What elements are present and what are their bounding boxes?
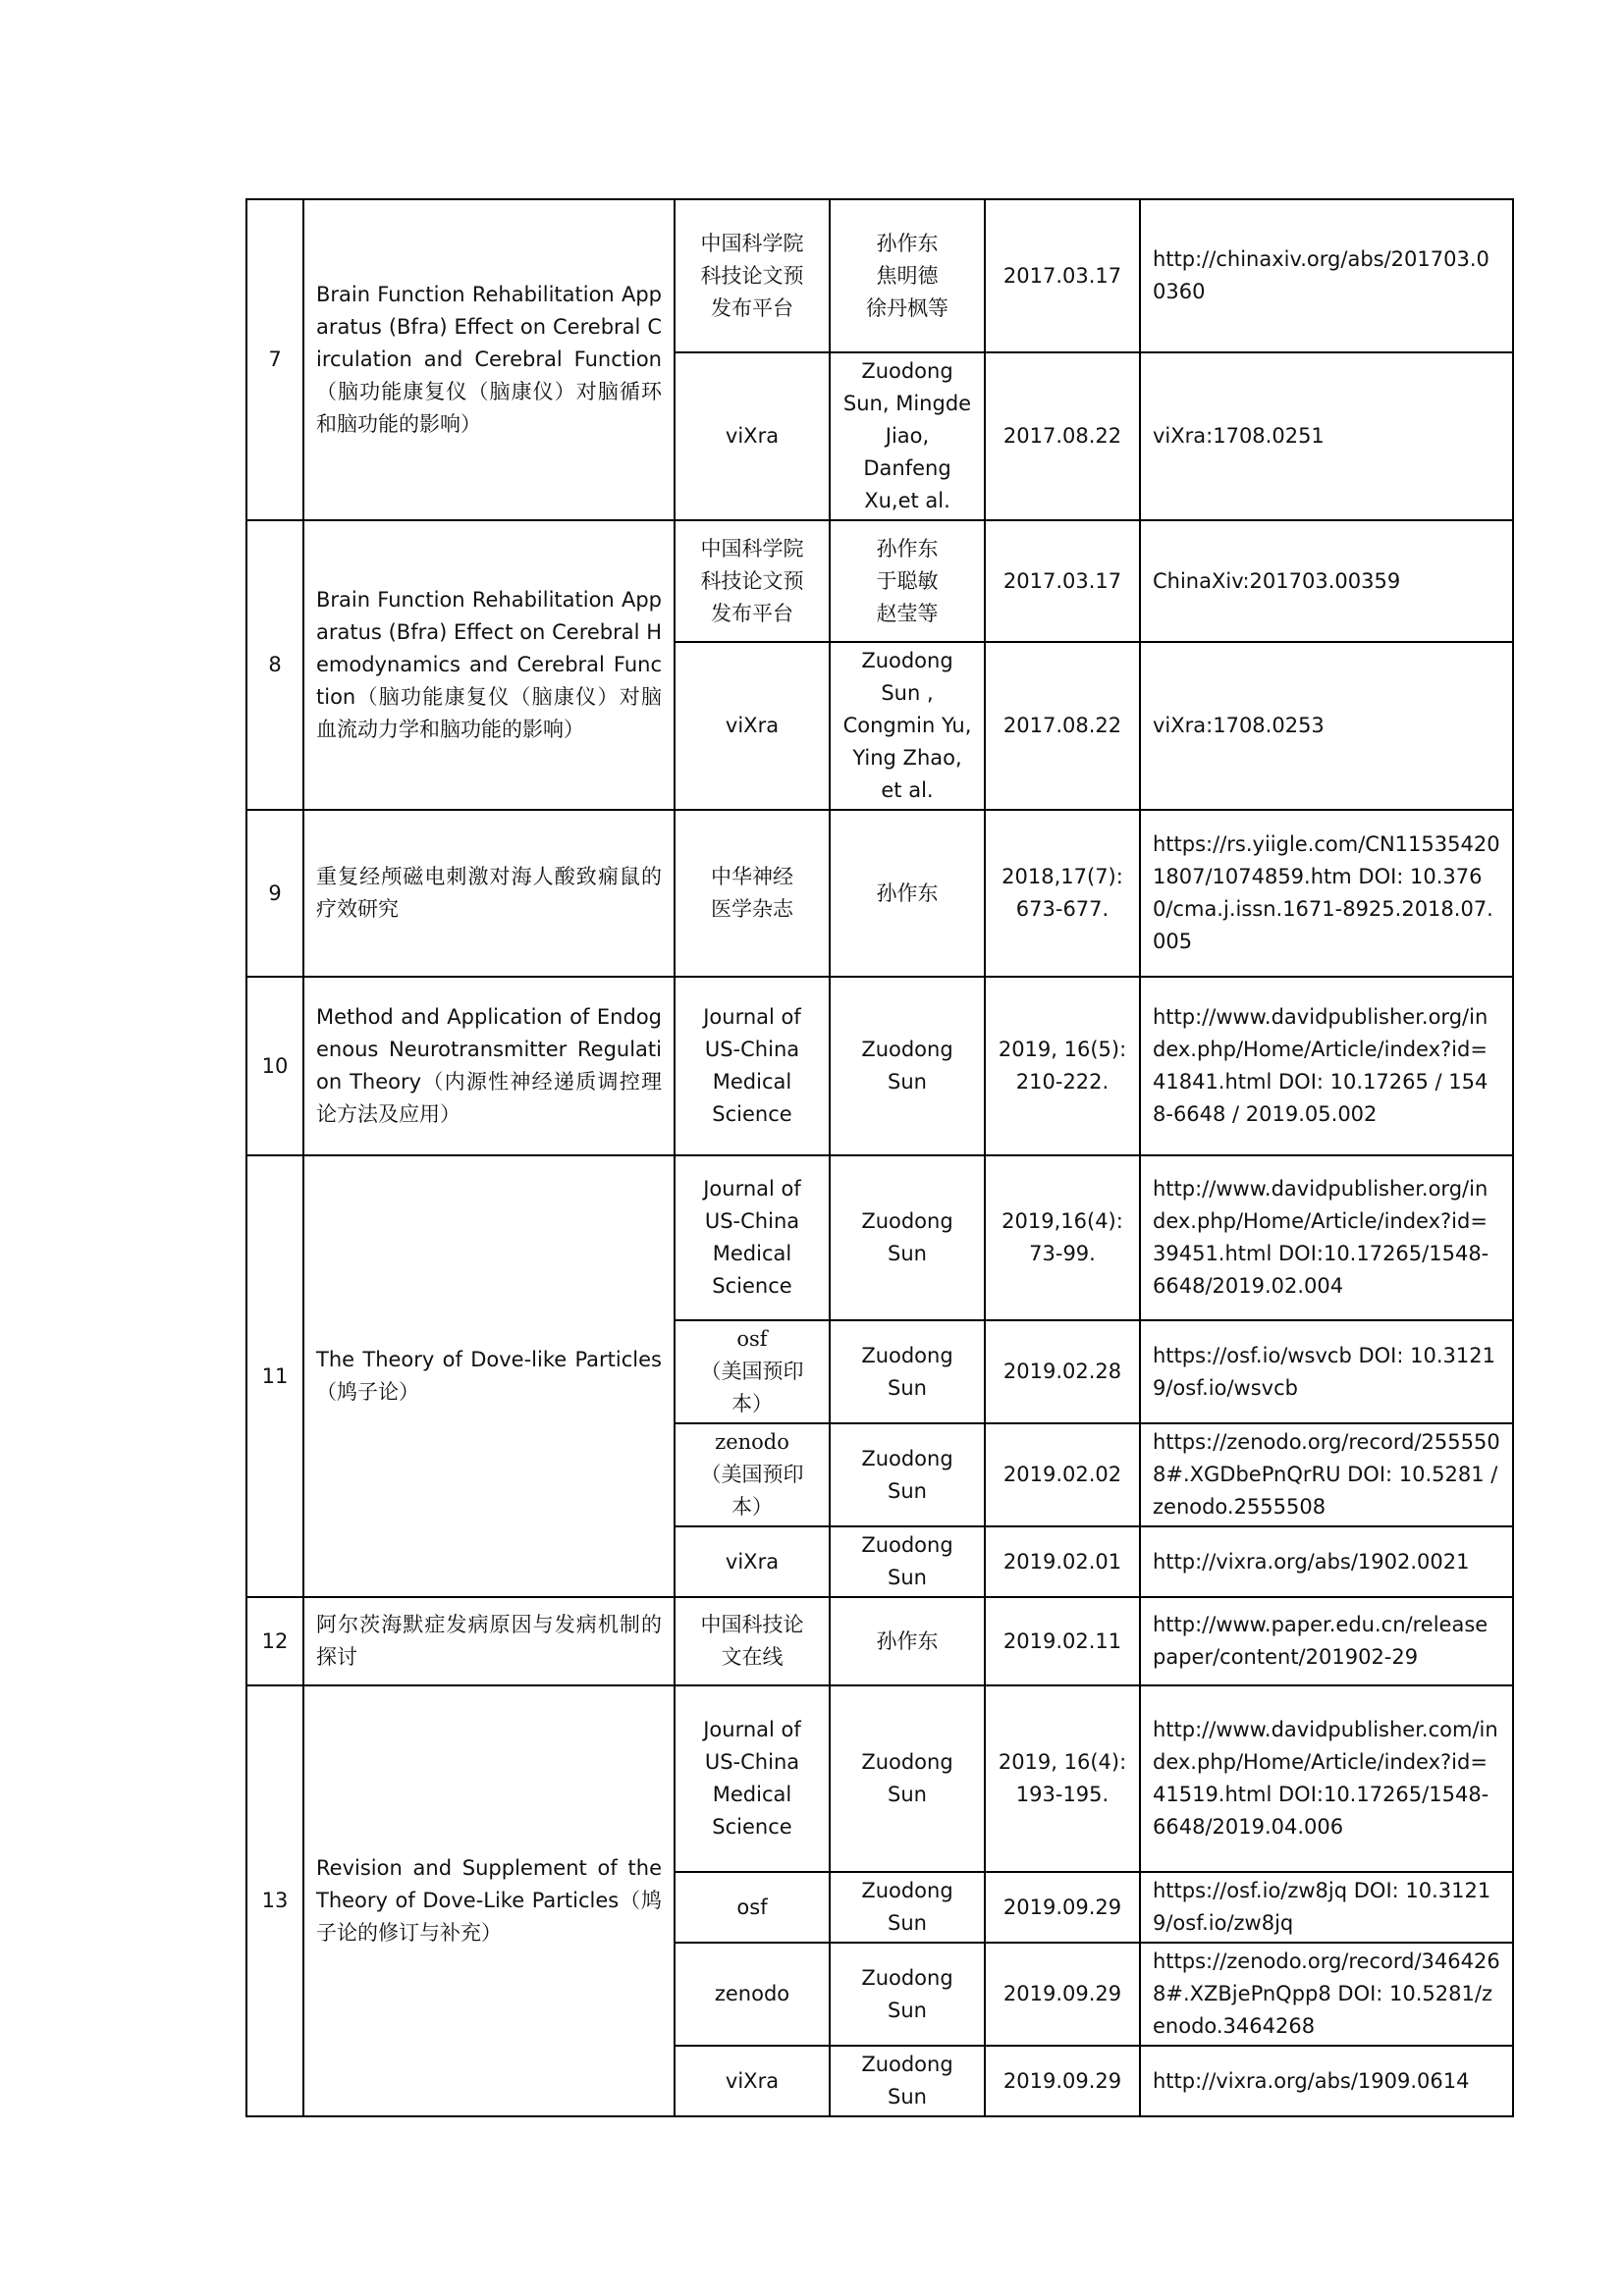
venue-line: osf: [736, 1327, 768, 1351]
venue-cell: [675, 520, 830, 642]
date-line: 73-99.: [1029, 1242, 1096, 1265]
venue-line: zenodo: [715, 1430, 789, 1454]
venue-cell: [675, 199, 830, 352]
date-cell: 2019.09.29: [985, 1872, 1140, 1943]
date-cell: 2017.03.17: [985, 520, 1140, 642]
date-cell: 2019.09.29: [985, 2046, 1140, 2116]
date-line: 2018,17(7):: [1001, 865, 1123, 888]
author-line: Zuodong: [861, 1343, 953, 1367]
venue-line: Medical: [712, 1242, 792, 1265]
link-cell: ChinaXiv:201703.00359: [1140, 520, 1513, 642]
venue-line: 本）: [731, 1495, 773, 1519]
authors-cell: [830, 977, 985, 1155]
date-line: 2019, 16(4):: [998, 1750, 1127, 1774]
link-cell: http://www.davidpublisher.org/index.php/Home/Article/index?id=41841.html DOI: 10.17265 / 1548-6648 / 2019.05.002: [1140, 977, 1513, 1155]
link-cell: http://vixra.org/abs/1902.0021: [1140, 1526, 1513, 1597]
paper-title: 阿尔茨海默症发病原因与发病机制的探讨: [303, 1597, 675, 1685]
link-cell: http://vixra.org/abs/1909.0614: [1140, 2046, 1513, 2116]
author-line: 徐丹枫等: [866, 295, 948, 320]
link-cell: http://chinaxiv.org/abs/201703.00360: [1140, 199, 1513, 352]
author-line: Zuodong: [861, 649, 953, 672]
author-line: Danfeng: [863, 456, 951, 480]
venue-cell: [675, 642, 830, 810]
paper-title: Brain Function Rehabilitation Apparatus (Bfra) Effect on Cerebral Circulation and Cerebral Function（脑功能康复仪（脑康仪）对脑循环和脑功能的影响）: [303, 199, 675, 520]
authors-cell: [830, 642, 985, 810]
venue-line: viXra: [725, 424, 780, 448]
author-line: 孙作东: [876, 881, 939, 905]
date-line: 2019, 16(5):: [998, 1038, 1127, 1061]
link-cell: https://zenodo.org/record/3464268#.XZBjePnQpp8 DOI: 10.5281/zenodo.3464268: [1140, 1943, 1513, 2046]
date-cell: 2019.09.29: [985, 1943, 1140, 2046]
author-line: Zuodong: [861, 1209, 953, 1233]
venue-cell: [675, 1685, 830, 1872]
table-row: [246, 1685, 1513, 1872]
date-cell: 2017.03.17: [985, 199, 1140, 352]
author-line: Zuodong: [861, 1038, 953, 1061]
venue-line: Science: [712, 1274, 792, 1298]
venue-cell: [675, 810, 830, 977]
authors-cell: [830, 1685, 985, 1872]
date-cell: 2017.08.22: [985, 352, 1140, 520]
venue-line: zenodo: [714, 1982, 790, 2005]
venue-line: Journal of: [703, 1718, 801, 1741]
authors-cell: [830, 1155, 985, 1320]
author-line: Jiao,: [885, 424, 930, 448]
authors-cell: [830, 199, 985, 352]
venue-line: 医学杂志: [711, 897, 793, 921]
paper-title: Brain Function Rehabilitation Apparatus (Bfra) Effect on Cerebral Hemodynamics and Cerebral Function（脑功能康复仪（脑康仪）对脑血流动力学和脑功能的影响）: [303, 520, 675, 810]
date-cell: 2019.02.11: [985, 1597, 1140, 1685]
table-row: [246, 1597, 1513, 1685]
table-row: [246, 520, 1513, 642]
venue-line: Medical: [712, 1783, 792, 1806]
paper-title: The Theory of Dove-like Particles（鸠子论）: [303, 1155, 675, 1597]
author-line: Zuodong: [861, 2053, 953, 2076]
venue-cell: [675, 1872, 830, 1943]
author-line: Sun: [888, 1242, 927, 1265]
row-number: 10: [246, 977, 303, 1155]
author-line: Sun: [888, 2085, 927, 2109]
publication-table: [245, 198, 1514, 2117]
author-line: Ying Zhao,: [852, 746, 962, 770]
date-cell: 2019.02.02: [985, 1423, 1140, 1526]
author-line: Sun: [888, 1478, 927, 1503]
author-line: Zuodong: [861, 1446, 953, 1470]
venue-line: 中华神经: [711, 865, 793, 888]
table-row: [246, 810, 1513, 977]
author-line: Sun: [888, 1998, 927, 2022]
date-cell: 2019.02.28: [985, 1320, 1140, 1423]
venue-cell: [675, 2046, 830, 2116]
venue-cell: [675, 1320, 830, 1423]
link-cell: https://osf.io/zw8jq DOI: 10.31219/osf.io/zw8jq: [1140, 1872, 1513, 1943]
author-line: Zuodong: [861, 359, 953, 383]
venue-line: viXra: [725, 714, 780, 737]
authors-cell: [830, 2046, 985, 2116]
venue-line: 本）: [731, 1392, 773, 1415]
venue-line: （美国预印: [700, 1463, 804, 1486]
author-line: 孙作东: [876, 231, 939, 255]
authors-cell: [830, 1423, 985, 1526]
row-number: 11: [246, 1155, 303, 1597]
author-line: Sun: [888, 1911, 927, 1935]
venue-line: viXra: [725, 1549, 780, 1574]
author-line: Congmin Yu,: [842, 714, 972, 737]
author-line: Zuodong: [861, 1879, 953, 1902]
venue-line: Journal of: [703, 1177, 801, 1201]
authors-cell: [830, 520, 985, 642]
venue-cell: [675, 1597, 830, 1685]
link-cell: http://www.davidpublisher.com/index.php/Home/Article/index?id=41519.html DOI:10.17265/1548-6648/2019.04.006: [1140, 1685, 1513, 1872]
venue-cell: [675, 1423, 830, 1526]
paper-title: Method and Application of Endogenous Neurotransmitter Regulation Theory（内源性神经递质调控理论方法及应用）: [303, 977, 675, 1155]
row-number: 9: [246, 810, 303, 977]
venue-line: 文在线: [721, 1645, 784, 1669]
venue-line: viXra: [725, 2068, 780, 2093]
table-row: [246, 977, 1513, 1155]
author-line: 焦明德: [876, 263, 939, 288]
venue-cell: [675, 352, 830, 520]
date-cell: 2019.02.01: [985, 1526, 1140, 1597]
author-line: Zuodong: [861, 1965, 953, 1990]
row-number: 7: [246, 199, 303, 520]
row-number: 13: [246, 1685, 303, 2116]
authors-cell: [830, 1872, 985, 1943]
venue-line: 发布平台: [711, 295, 793, 320]
venue-line: 中国科技论: [700, 1613, 804, 1636]
paper-title: Revision and Supplement of the Theory of Dove-Like Particles（鸠子论的修订与补充）: [303, 1685, 675, 2116]
author-line: Sun: [888, 1070, 927, 1094]
venue-cell: [675, 1526, 830, 1597]
venue-line: 科技论文预: [700, 263, 804, 288]
author-line: Sun: [888, 1783, 927, 1806]
link-cell: http://www.davidpublisher.org/index.php/Home/Article/index?id=39451.html DOI:10.17265/1548-6648/2019.02.004: [1140, 1155, 1513, 1320]
authors-cell: [830, 1597, 985, 1685]
date-line: 2019,16(4):: [1001, 1209, 1123, 1233]
date-cell: [985, 810, 1140, 977]
venue-line: Medical: [712, 1070, 792, 1094]
venue-cell: [675, 977, 830, 1155]
table-row: [246, 199, 1513, 352]
table-row: [246, 1155, 1513, 1320]
link-cell: viXra:1708.0253: [1140, 642, 1513, 810]
author-line: et al.: [881, 778, 934, 802]
venue-line: 发布平台: [711, 601, 793, 625]
author-line: Sun, Mingde: [842, 392, 972, 415]
authors-cell: [830, 810, 985, 977]
venue-line: 中国科学院: [700, 536, 804, 561]
author-line: 于聪敏: [876, 568, 939, 593]
row-number: 12: [246, 1597, 303, 1685]
venue-line: US-China: [704, 1750, 800, 1774]
authors-cell: [830, 1526, 985, 1597]
venue-line: （美国预印: [700, 1360, 804, 1383]
venue-cell: [675, 1943, 830, 2046]
date-cell: 2017.08.22: [985, 642, 1140, 810]
date-cell: [985, 1685, 1140, 1872]
paper-title: 重复经颅磁电刺激对海人酸致痫鼠的疗效研究: [303, 810, 675, 977]
link-cell: http://www.paper.edu.cn/releasepaper/content/201902-29: [1140, 1597, 1513, 1685]
authors-cell: [830, 352, 985, 520]
venue-line: 科技论文预: [700, 568, 804, 593]
author-line: Xu,et al.: [864, 489, 950, 512]
link-cell: https://zenodo.org/record/2555508#.XGDbePnQrRU DOI: 10.5281 / zenodo.2555508: [1140, 1423, 1513, 1526]
author-line: Zuodong: [861, 1533, 953, 1557]
venue-cell: [675, 1155, 830, 1320]
authors-cell: [830, 1943, 985, 2046]
venue-line: US-China: [704, 1038, 800, 1061]
link-cell: viXra:1708.0251: [1140, 352, 1513, 520]
venue-line: Journal of: [703, 1005, 801, 1029]
authors-cell: [830, 1320, 985, 1423]
author-line: Zuodong: [861, 1750, 953, 1774]
link-cell: https://osf.io/wsvcb DOI: 10.31219/osf.io/wsvcb: [1140, 1320, 1513, 1423]
venue-line: Science: [712, 1102, 792, 1126]
date-line: 673-677.: [1015, 897, 1110, 921]
date-cell: [985, 977, 1140, 1155]
author-line: Sun: [888, 1566, 927, 1589]
date-cell: [985, 1155, 1140, 1320]
author-line: Sun: [888, 1375, 927, 1400]
venue-line: osf: [736, 1895, 768, 1919]
link-cell: https://rs.yiigle.com/CN115354201807/1074859.htm DOI: 10.3760/cma.j.issn.1671-8925.2018.07.005: [1140, 810, 1513, 977]
author-line: Sun ,: [881, 681, 934, 705]
row-number: 8: [246, 520, 303, 810]
venue-line: US-China: [704, 1209, 800, 1233]
date-line: 193-195.: [1015, 1783, 1110, 1806]
author-line: 孙作东: [876, 536, 939, 561]
venue-line: 中国科学院: [700, 231, 804, 255]
author-line: 孙作东: [876, 1629, 939, 1653]
date-line: 210-222.: [1015, 1070, 1110, 1094]
venue-line: Science: [712, 1815, 792, 1839]
author-line: 赵莹等: [876, 601, 939, 625]
